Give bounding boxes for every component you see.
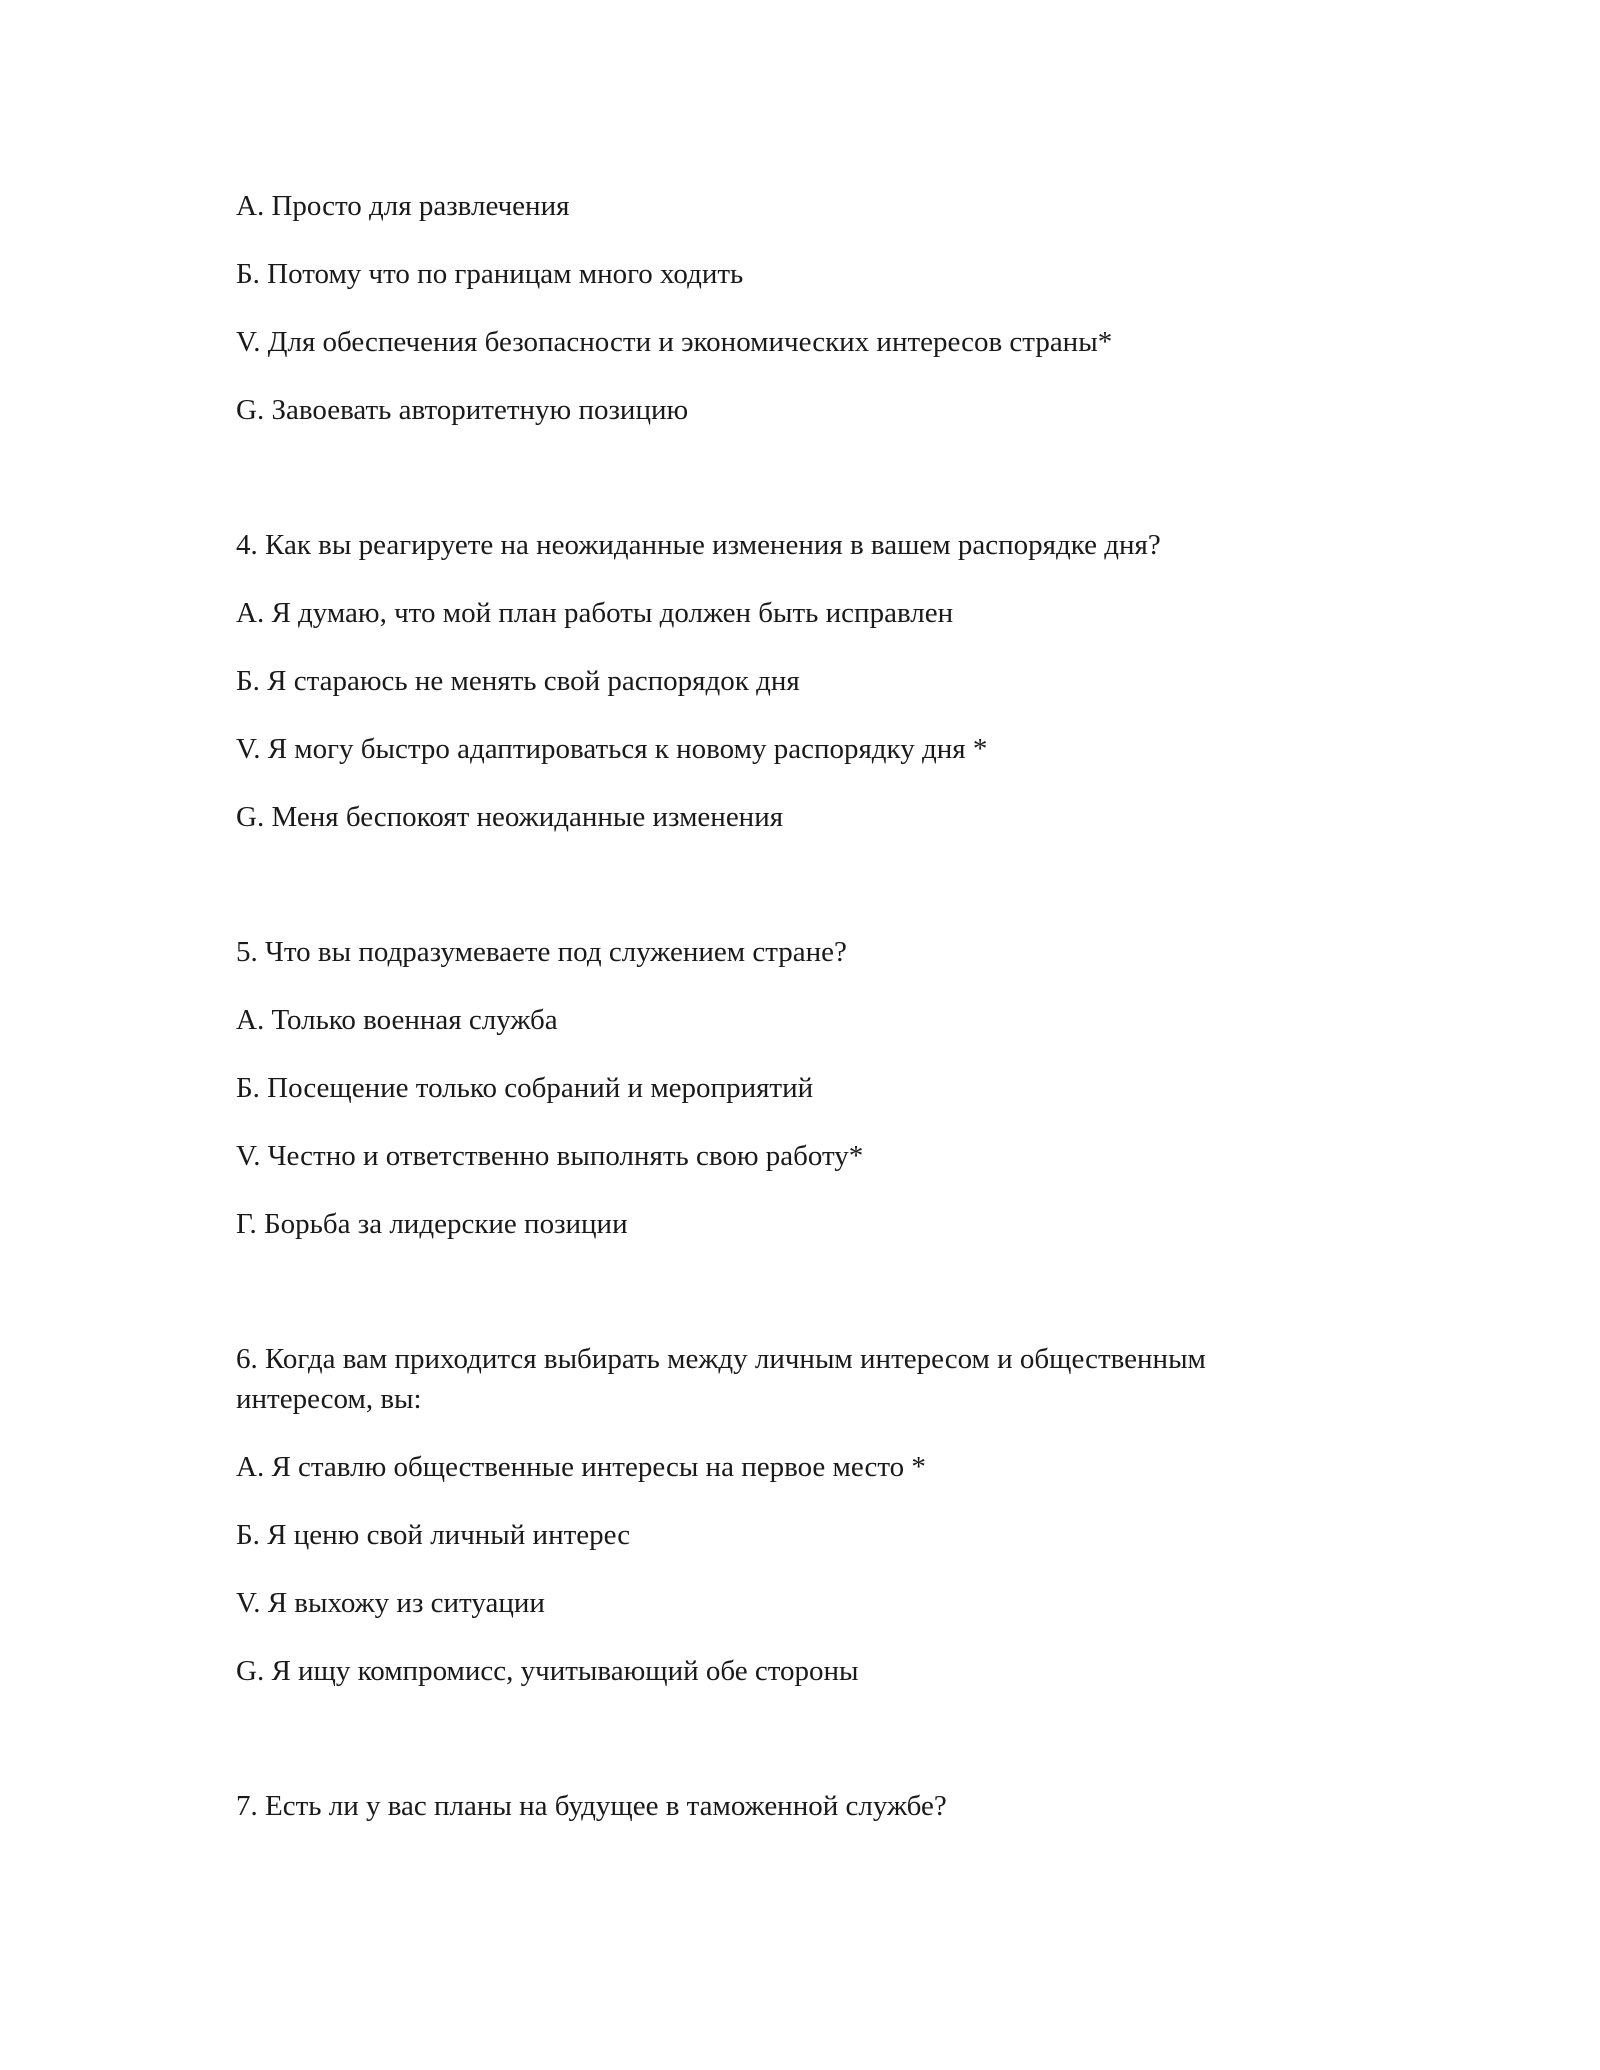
spacer (236, 1691, 1396, 1786)
option-4a: А. Я думаю, что мой план работы должен быть исправлен (236, 597, 954, 629)
option-3b: Б. Потому что по границам много ходить (236, 258, 744, 290)
spacer (236, 837, 1396, 932)
option-3v: V. Для обеспечения безопасности и экономических интересов страны* (236, 326, 1113, 358)
question-block-3 (236, 186, 1396, 430)
option-5a: А. Только военная служба (236, 1004, 558, 1036)
option-3g: G. Завоевать авторитетную позицию (236, 394, 689, 426)
question-block-7 (236, 1786, 1396, 1826)
option-5v: V. Честно и ответственно выполнять свою работу* (236, 1140, 864, 1172)
question-block-5 (236, 932, 1396, 1244)
option-4b: Б. Я стараюсь не менять свой распорядок дня (236, 665, 800, 697)
option-4v: V. Я могу быстро адаптироваться к новому распорядку дня * (236, 733, 988, 765)
question-block-6 (236, 1339, 1396, 1691)
option-4g: G. Меня беспокоят неожиданные изменения (236, 801, 784, 833)
option-6g: G. Я ищу компромисс, учитывающий обе стороны (236, 1655, 859, 1687)
question-4: 4. Как вы реагируете на неожиданные изменения в вашем распорядке дня? (236, 529, 1161, 561)
option-6b: Б. Я ценю свой личный интерес (236, 1519, 631, 1551)
document-page (236, 186, 1396, 1826)
option-5g: Г. Борьба за лидерские позиции (236, 1208, 628, 1240)
spacer (236, 1244, 1396, 1339)
option-3a: А. Просто для развлечения (236, 190, 570, 222)
question-7: 7. Есть ли у вас планы на будущее в таможенной службе? (236, 1790, 947, 1822)
question-5: 5. Что вы подразумеваете под служением стране? (236, 936, 847, 968)
question-block-4 (236, 525, 1396, 837)
option-6v: V. Я выхожу из ситуации (236, 1587, 545, 1619)
question-6: 6. Когда вам приходится выбирать между личным интересом и общественным интересом, вы: (236, 1343, 1206, 1415)
spacer (236, 430, 1396, 525)
option-5b: Б. Посещение только собраний и мероприятий (236, 1072, 814, 1104)
option-6a: А. Я ставлю общественные интересы на первое место * (236, 1451, 926, 1483)
